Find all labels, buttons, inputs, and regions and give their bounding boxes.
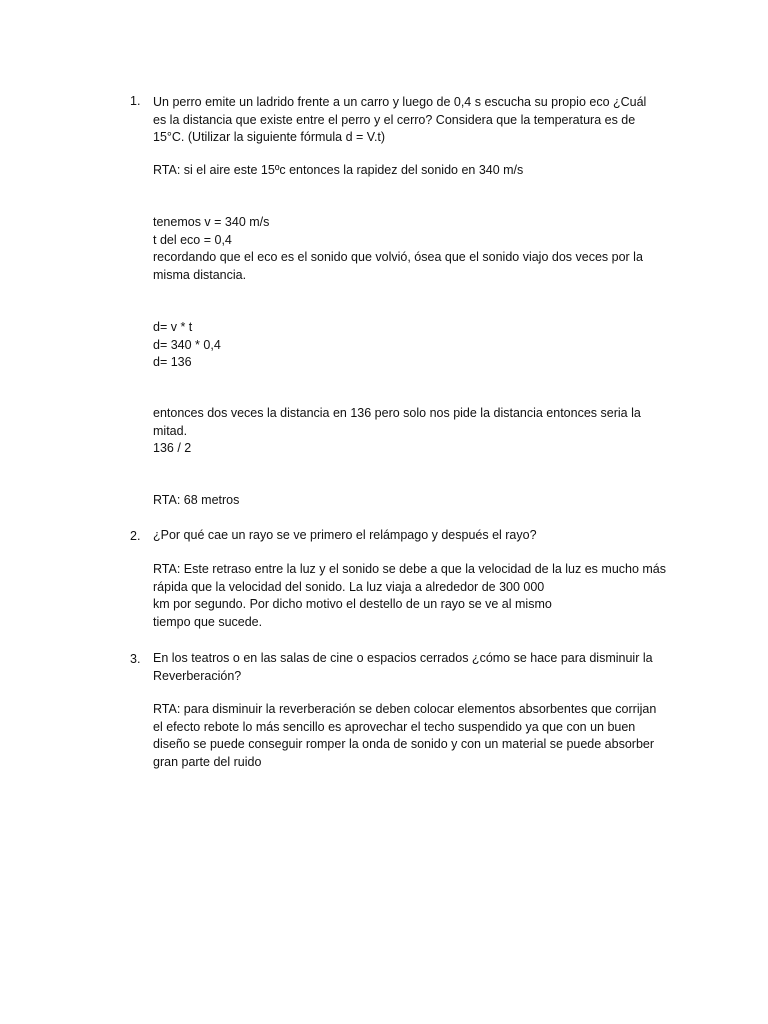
explanation-text: entonces dos veces la distancia en 136 pero solo nos pide la distancia entonces seria la mitad. 136 / 2 [153,406,641,456]
formula-text: d= v * t d= 340 * 0,4 d= 136 [153,320,221,370]
question-text: ¿Por qué cae un rayo se ve primero el relámpago y después el rayo? [153,528,537,542]
final-answer [153,492,673,510]
answer-intro-text: RTA: si el aire este 15ºc entonces la rapidez del sonido en 340 m/s [153,163,524,177]
final-answer-text: RTA: 68 metros [153,493,240,507]
question-text [153,94,673,147]
question-text: Un perro emite un ladrido frente a un carro y luego de 0,4 s escucha su propio eco ¿Cuál es la distancia que existe entre el perro y el cerro? Considera que la temperatura es de 15°C. (Utilizar la siguiente fórmula d = V.t) [153,95,647,145]
answer-block [153,701,673,771]
explanation-block [153,405,673,458]
question-text: En los teatros o en las salas de cine o espacios cerrados ¿cómo se hace para disminuir la Reverberación? [153,651,653,683]
question-number: 1. [130,94,141,108]
question-number: 3. [130,652,141,666]
answer-intro [153,162,673,180]
given-values-text: tenemos v = 340 m/s t del eco = 0,4 recordando que el eco es el sonido que volvió, ósea que el sonido viajo dos veces por la misma distancia. [153,215,643,282]
answer-text: RTA: Este retraso entre la luz y el sonido se debe a que la velocidad de la luz es mucho más rápida que la velocidad del sonido. La luz viaja a alrededor de 300 000 km por segundo. Por dicho motivo el destello de un rayo se ve al mismo tiempo que sucede. [153,562,667,629]
question-text [153,527,673,545]
formula-block [153,319,673,372]
given-values [153,214,673,284]
question-number: 2. [130,529,141,543]
answer-block [153,561,673,631]
question-text [153,650,673,685]
answer-text: RTA: para disminuir la reverberación se deben colocar elementos absorbentes que corrijan el efecto rebote lo más sencillo es aprovechar el techo suspendido ya que con un buen diseño se puede conseguir romper la onda de sonido y con un material se puede absorber gran parte del ruido [153,702,657,769]
